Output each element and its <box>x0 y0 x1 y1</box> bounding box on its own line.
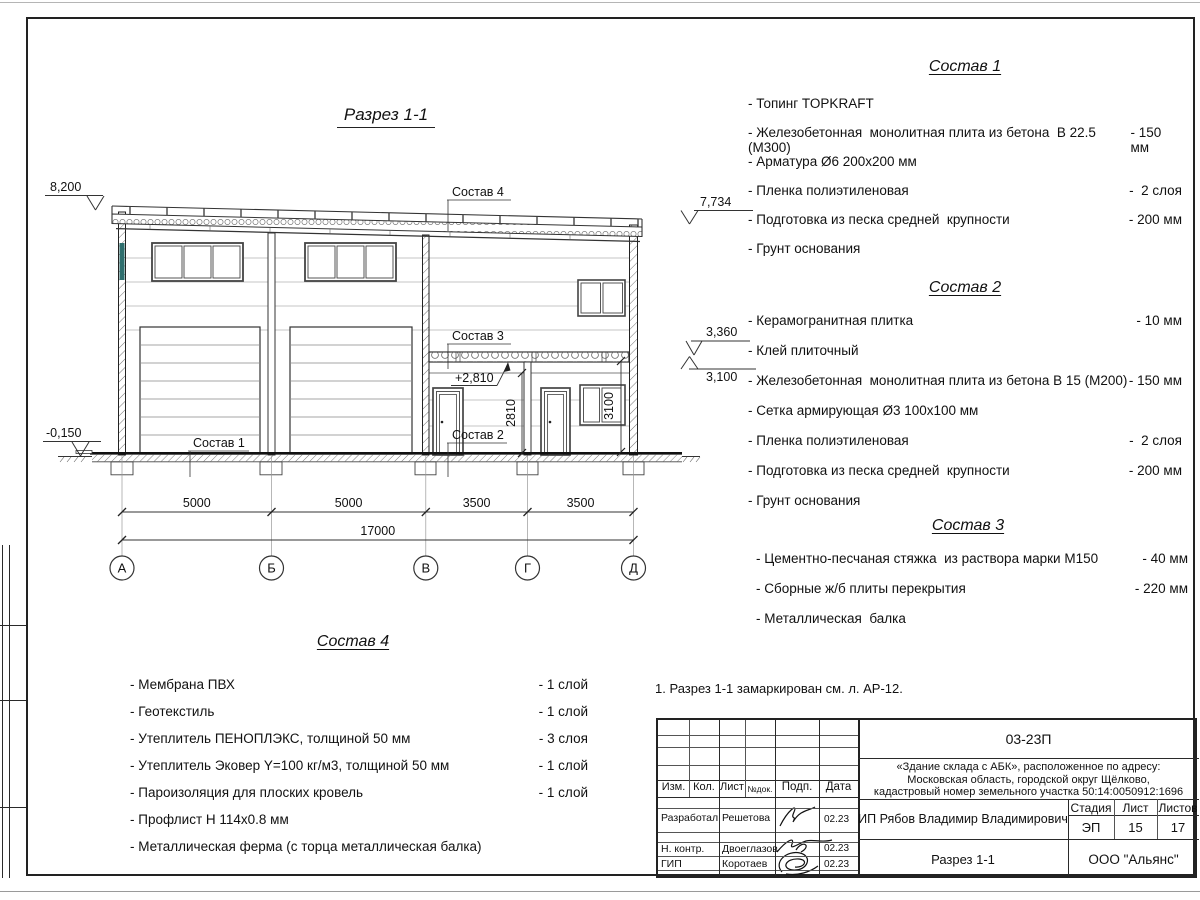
composition-3-list <box>748 517 1188 641</box>
wall-axis-v <box>423 235 430 455</box>
svg-text:8,200: 8,200 <box>50 180 82 194</box>
tb-project-line3: кадастровый номер земельного участка 50:14:0050912:1696 <box>873 786 1184 798</box>
list-item: - Металлическая балка <box>756 611 906 626</box>
tb-date-gip: 02.23 <box>824 859 850 870</box>
dim-17000: 17000 <box>360 524 396 538</box>
list-item: - Грунт основания <box>748 493 861 508</box>
list-item: - Топинг TOPKRAFT <box>748 96 874 111</box>
composition-1-title: Состав 1 <box>928 58 1002 75</box>
tb-project-name <box>862 761 1195 799</box>
composition-2-list <box>748 279 1182 523</box>
cut-window-glass <box>120 243 125 280</box>
tb-sheets-label: Листов <box>1158 801 1198 815</box>
sectional-gates <box>140 327 412 454</box>
dim-5000-1: 5000 <box>182 496 211 510</box>
tb-doc-number: 03-23П <box>1005 731 1052 747</box>
tb-name-developer: Решетова <box>722 812 771 824</box>
tb-col-podp: Подп. <box>781 781 813 793</box>
svg-text:-0,150: -0,150 <box>46 426 82 440</box>
list-item: - Металлическая ферма (с торца металлическая балка) <box>130 839 482 854</box>
tb-col-kol: Кол. <box>693 781 715 793</box>
tb-col-data: Дата <box>825 781 852 793</box>
window-band-1 <box>152 243 243 281</box>
tb-role-gip: ГИП <box>661 858 682 870</box>
tb-name-ncontrol: Двоеглазов <box>722 843 778 855</box>
dim-3500-1: 3500 <box>462 496 491 510</box>
list-item: - Утеплитель Эковер Y=100 кг/м3, толщиной 50 мм - 1 слой <box>130 758 588 773</box>
axis-label-v: В <box>421 560 431 576</box>
doors <box>433 388 570 455</box>
elevation-7734 <box>681 195 753 224</box>
column-axis-b <box>268 233 275 455</box>
tb-col-list: Лист <box>720 781 744 793</box>
roof <box>112 206 642 242</box>
tb-stage-label: Стадия <box>1070 801 1112 815</box>
tb-col-ndok: №док. <box>747 784 773 794</box>
list-item: - Геотекстиль - 1 слой <box>130 704 588 719</box>
dim-3500-2: 3500 <box>566 496 595 510</box>
dim-3100: 3100 <box>602 392 616 420</box>
tb-name-gip: Коротаев <box>722 858 768 870</box>
elevation-3360 <box>686 325 750 355</box>
list-item: - Сборные ж/б плиты перекрытия - 220 мм <box>756 581 1188 596</box>
svg-text:7,734: 7,734 <box>700 195 732 209</box>
svg-text:+2,810: +2,810 <box>455 371 494 385</box>
drawing-title: Разрез 1-1 <box>337 105 435 128</box>
sheet-note: 1. Разрез 1-1 замаркирован см. л. АР-12. <box>655 681 903 696</box>
tb-sheets-value: 17 <box>1170 820 1186 835</box>
svg-text:Состав 4: Состав 4 <box>452 185 504 199</box>
foundations <box>111 462 644 475</box>
column-axis-g <box>524 362 531 455</box>
tb-sheet-value: 15 <box>1128 820 1143 835</box>
list-item: - Пленка полиэтиленовая - 2 слоя <box>748 183 1182 198</box>
dimension-lines <box>118 496 638 544</box>
axis-label-b: Б <box>267 560 276 576</box>
list-item: - Пленка полиэтиленовая - 2 слоя <box>748 433 1182 448</box>
list-item: - Железобетонная монолитная плита из бетона В 15 (М200) - 150 мм <box>748 373 1182 388</box>
list-item: - Арматура Ø6 200х200 мм <box>748 154 917 169</box>
tb-col-izm: Изм. <box>661 781 686 793</box>
list-item: - Пароизоляция для плоских кровель - 1 слой <box>130 785 588 800</box>
title-block <box>656 718 1197 878</box>
composition-1-list <box>748 58 1182 270</box>
svg-text:Состав 1: Состав 1 <box>193 436 245 450</box>
list-item: - Профлист Н 114х0.8 мм <box>130 812 289 827</box>
tb-date-developer: 02.23 <box>824 814 850 825</box>
gate-2 <box>290 327 412 454</box>
list-item: - Клей плиточный <box>748 343 859 358</box>
tb-stage-value: ЭП <box>1081 820 1101 835</box>
list-item: - Грунт основания <box>748 241 861 256</box>
elevation-8200 <box>45 180 104 210</box>
tb-sheet-title: Разрез 1-1 <box>931 852 995 867</box>
right-wall <box>630 225 638 455</box>
axis-label-d: Д <box>629 560 638 576</box>
list-item: - Керамогранитная плитка - 10 мм <box>748 313 1182 328</box>
door-2 <box>541 388 570 455</box>
list-item: - Подготовка из песка средней крупности - 200 мм <box>748 212 1182 227</box>
dim-2810: 2810 <box>504 399 518 427</box>
composition-3-title: Состав 3 <box>931 517 1005 534</box>
list-item: - Железобетонная монолитная плита из бетона В 22.5 (М300) - 150 мм <box>748 125 1166 155</box>
svg-text:3,360: 3,360 <box>706 325 738 339</box>
tb-client: ИП Рябов Владимир Владимирович <box>858 812 1068 826</box>
tb-project-line1: «Здание склада с АБК», расположенное по адресу: <box>896 761 1161 773</box>
elevation-plus-2810 <box>451 362 511 386</box>
gate-1 <box>140 327 260 454</box>
axis-label-a: А <box>117 560 127 576</box>
dim-5000-2: 5000 <box>334 496 363 510</box>
composition-4-title: Состав 4 <box>316 633 390 650</box>
tb-project-line2: Московская область, городской округ Щёлково, <box>907 773 1150 786</box>
axis-label-g: Г <box>523 560 532 576</box>
svg-text:Состав 2: Состав 2 <box>452 428 504 442</box>
tb-role-developer: Разработал <box>661 812 719 824</box>
tb-date-ncontrol: 02.23 <box>824 843 850 854</box>
window-band-2 <box>305 243 396 281</box>
list-item: - Цементно-песчаная стяжка из раствора марки М150 - 40 мм <box>756 551 1188 566</box>
list-item: - Сетка армирующая Ø3 100х100 мм <box>748 403 979 418</box>
list-item: - Мембрана ПВХ - 1 слой <box>130 677 588 692</box>
second-floor-window <box>578 280 625 316</box>
svg-text:Состав 3: Состав 3 <box>452 329 504 343</box>
composition-2-title: Состав 2 <box>928 279 1002 296</box>
composition-4-list <box>118 633 588 866</box>
elevation-3100 <box>681 357 756 385</box>
tb-company: ООО "Альянс" <box>1088 852 1179 867</box>
tb-sheet-label: Лист <box>1122 801 1149 815</box>
list-item: - Подготовка из песка средней крупности - 200 мм <box>748 463 1182 478</box>
list-item: - Утеплитель ПЕНОПЛЭКС, толщиной 50 мм - 3 слоя <box>130 731 588 746</box>
callout-sostav-3 <box>447 329 511 369</box>
svg-text:3,100: 3,100 <box>706 370 738 384</box>
tb-role-ncontrol: Н. контр. <box>661 843 705 855</box>
floor <box>58 451 700 475</box>
